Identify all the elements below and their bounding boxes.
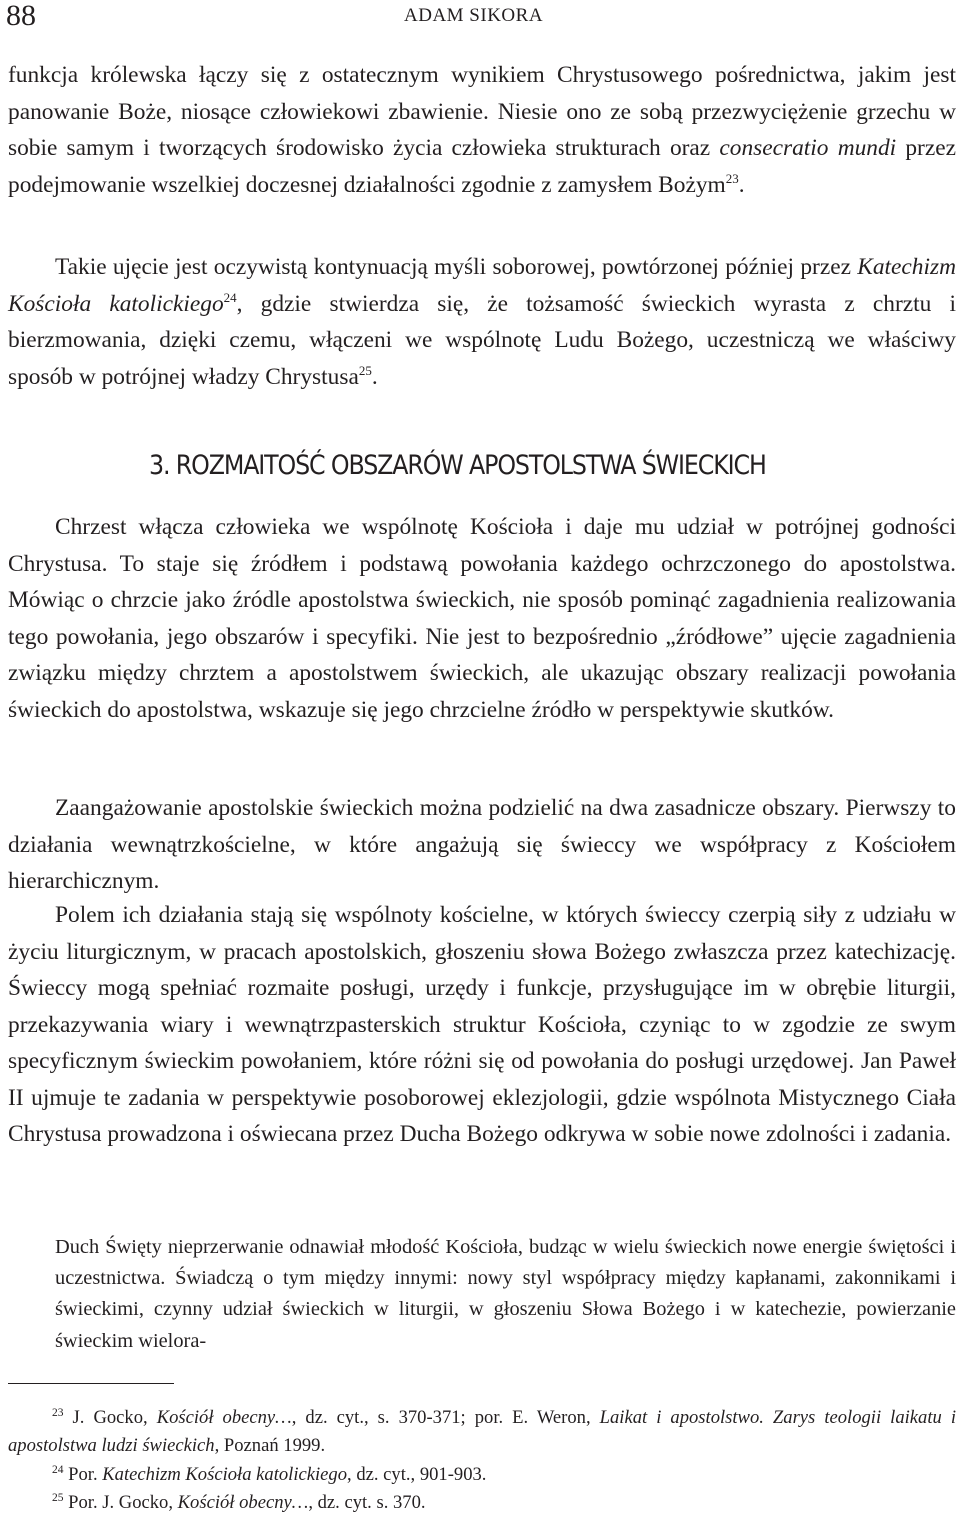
- para1-text-c: .: [738, 171, 745, 198]
- paragraph-5: Polem ich działania stają się wspólnoty kościelne, w których świeccy czerpią siły z udziału w życiu liturgicznym, w pracach apostolskich, głoszeniu słowa Bożego zwłaszcza przez katechizację. Świeccy mogą spełniać rozmaite posługi, urzędy i funkcje, przysługujące im w obrębie liturgii, przekazywania wiary i wewnątrzpasterskich struktur Kościoła, czyniąc to w zgodzie ze swym specyficznym świeckim powołaniem, które różni się od powołania do posługi urzędowej. Jan Paweł II ujmuje te zadania w perspektywie posoborowej eklezjologii, gdzie wspólnota Mistycznego Ciała Chrystusa prowadzona i oświecana przez Ducha Bożego odkrywa w sobie nowe zdolności i zadania.: [8, 902, 956, 1147]
- footnote-text: Por. J. Gocko,: [63, 1492, 178, 1513]
- para2-text-b: , gdzie stwierdza się, że tożsamość świeckich wyrasta z chrztu i bierzmowania, dzięki czemu, włączeni we wspólnotę Ludu Bożego, uczestniczą we właściwy sposób w potrójnej władzy Chrystusa: [8, 290, 956, 390]
- page-number: 88: [6, 0, 36, 32]
- footnote-number: 23: [52, 1407, 64, 1419]
- footnote-25: [8, 1489, 956, 1517]
- footnote-italic: Kościół obecny…: [177, 1492, 309, 1513]
- para1-text-b: przez podejmowanie wszelkiej doczesnej działalności zgodnie z zamysłem Bożym: [8, 135, 956, 198]
- paragraph-3: Chrzest włącza człowieka we wspólnotę Kościoła i daje mu udział w potrójnej godności Chrystusa. To staje się źródłem i podstawą powołania każdego ochrzczonego do apostolstwa. Mówiąc o chrzcie jako źródle apostolstwa świeckich, nie sposób pominąć zagadnienia realizowania tego powołania, jego obszarów i specyfiki. Nie jest to bezpośrednio „źródłowe” ujęcie zagadnienia związku między chrztem a apostolstwem świeckich, ale ukazując obszary realizacji powołania świeckich do apostolstwa, wskazuje się jego chrzcielne źródło w perspektywie skutków.: [8, 514, 956, 723]
- footnote-ref-24[interactable]: 24: [223, 289, 237, 305]
- paragraph-2: [8, 249, 956, 395]
- para2-italic-title: Katechizm Kościoła katolickiego: [8, 254, 956, 317]
- paragraph-4: Zaangażowanie apostolskie świeckich można podzielić na dwa zasadnicze obszary. Pierwszy to działania wewnątrzkościelne, w które angażują się świeccy we współpracy z Kościołem hierarchicznym.: [8, 795, 956, 894]
- footnote-text: Por.: [63, 1464, 103, 1485]
- para2-text-a: Takie ujęcie jest oczywistą kontynuacją myśli soborowej, powtórzonej później przez: [55, 254, 858, 280]
- footnote-italic: Katechizm Kościoła katolickiego: [102, 1464, 348, 1485]
- footnote-ref-23[interactable]: 23: [725, 170, 739, 186]
- footnote-24: [8, 1461, 956, 1489]
- para2-text-c: .: [371, 363, 378, 390]
- footnote-ref-25[interactable]: 25: [358, 362, 372, 378]
- footnote-italic: Laikat i apostolstwo. Zarys teologii laikatu i apostolstwa ludzi świeckich: [8, 1407, 956, 1456]
- running-title: ADAM SIKORA: [404, 5, 544, 26]
- para1-italic-term: consecratio mundi: [719, 135, 897, 161]
- footnote-23: [8, 1404, 956, 1460]
- footnote-text: , dz. cyt. s. 370.: [308, 1492, 426, 1513]
- section-heading: 3. ROZMAITOŚĆ OBSZARÓW APOSTOLSTWA ŚWIECKICH: [149, 450, 766, 481]
- footnote-number: 25: [52, 1492, 64, 1504]
- footnote-text: , dz. cyt., 901-903.: [347, 1464, 487, 1485]
- block-quote: Duch Święty nieprzerwanie odnawiał młodość Kościoła, budząc w wielu świeckich nowe energie świętości i uczestnictwa. Świadczą o tym między innymi: nowy styl współpracy między kapłanami, zakonnikami i świeckimi, czynny udział świeckich w liturgii, w głoszeniu Słowa Bożego i w katechezie, powierzanie świeckim wielora-: [55, 1236, 956, 1352]
- footnote-separator: [8, 1383, 174, 1384]
- footnote-text: , Poznań 1999.: [214, 1435, 326, 1456]
- paragraph-continuation: [8, 57, 956, 203]
- para1-text-a: funkcja królewska łączy się z ostatecznym wynikiem Chrystusowego pośrednictwa, jakim jest panowanie Boże, niosące człowiekowi zbawienie. Niesie ono ze sobą przezwyciężenie grzechu w sobie samym i tworzących środowisko życia człowieka strukturach oraz: [8, 62, 956, 161]
- footnote-italic: Kościół obecny…: [156, 1407, 292, 1428]
- footnote-text: J. Gocko,: [63, 1407, 157, 1428]
- footnote-text: , dz. cyt., s. 370-371; por. E. Weron,: [291, 1407, 600, 1428]
- footnote-number: 24: [52, 1464, 64, 1476]
